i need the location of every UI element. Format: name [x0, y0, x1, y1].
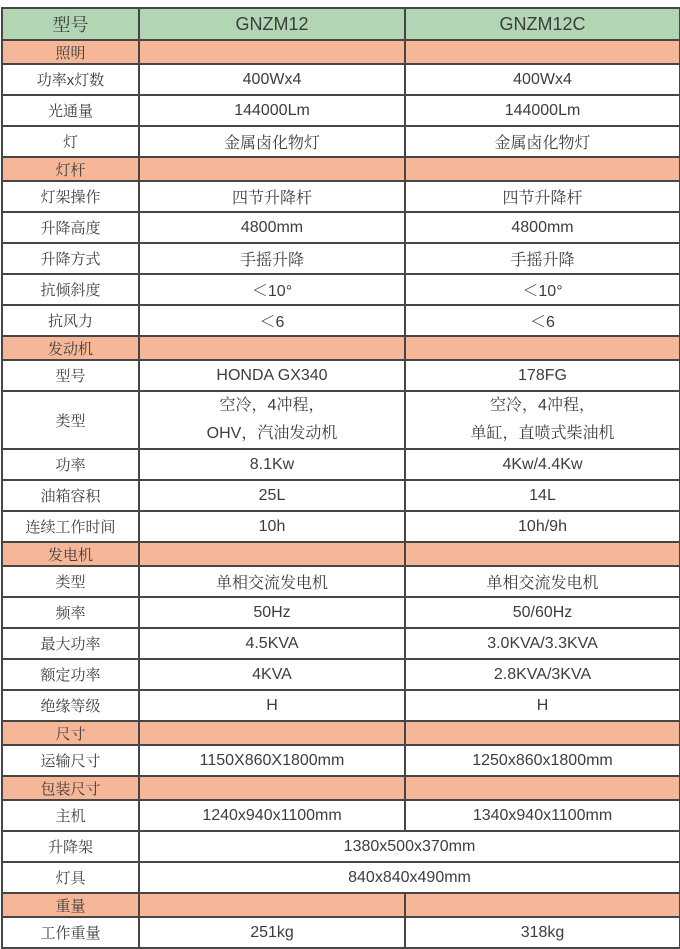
- spec-value: 四节升降杆: [405, 181, 680, 212]
- section-empty-cell: [139, 893, 405, 917]
- table-row: [2, 800, 680, 831]
- spec-value: 318kg: [405, 917, 680, 948]
- table-row: [2, 566, 680, 597]
- row-label: 灯具: [2, 862, 139, 893]
- table-body: [2, 40, 680, 948]
- spec-value: H: [139, 690, 405, 721]
- table-row: [2, 862, 680, 893]
- row-label: 主机: [2, 800, 139, 831]
- table-row: [2, 126, 680, 157]
- spec-value: 四节升降杆: [139, 181, 405, 212]
- spec-value: 4KVA: [139, 659, 405, 690]
- table-row: [2, 480, 680, 511]
- row-label: 额定功率: [2, 659, 139, 690]
- row-label: 最大功率: [2, 628, 139, 659]
- spec-value: 144000Lm: [405, 95, 680, 126]
- section-empty-cell: [139, 721, 405, 745]
- spec-value: [139, 391, 405, 449]
- table-row: [2, 64, 680, 95]
- table-row: [2, 449, 680, 480]
- section-row: [2, 893, 680, 917]
- spec-value-merged: 1380x500x370mm: [139, 831, 680, 862]
- row-label: 连续工作时间: [2, 511, 139, 542]
- table-row: [2, 511, 680, 542]
- table-row: [2, 628, 680, 659]
- table-row: [2, 95, 680, 126]
- spec-value: ＜10°: [139, 274, 405, 305]
- section-empty-cell: [139, 542, 405, 566]
- spec-value: 4.5KVA: [139, 628, 405, 659]
- value-line: 空冷，4冲程，: [219, 397, 325, 414]
- spec-value: 单相交流发电机: [139, 566, 405, 597]
- section-label: 包装尺寸: [2, 776, 139, 800]
- spec-value: 251kg: [139, 917, 405, 948]
- row-label: 光通量: [2, 95, 139, 126]
- section-empty-cell: [405, 336, 680, 360]
- spec-value: 400Wx4: [405, 64, 680, 95]
- spec-value: ＜6: [139, 305, 405, 336]
- row-label: 频率: [2, 597, 139, 628]
- section-empty-cell: [405, 721, 680, 745]
- row-label: 抗风力: [2, 305, 139, 336]
- section-empty-cell: [139, 40, 405, 64]
- row-label: 功率: [2, 449, 139, 480]
- spec-value: H: [405, 690, 680, 721]
- row-label: 功率x灯数: [2, 64, 139, 95]
- spec-value: 金属卤化物灯: [139, 126, 405, 157]
- section-empty-cell: [405, 893, 680, 917]
- spec-value: 14L: [405, 480, 680, 511]
- spec-value: 8.1Kw: [139, 449, 405, 480]
- table-header-row: [2, 8, 680, 40]
- spec-value: 4800mm: [139, 212, 405, 243]
- section-label: 发电机: [2, 542, 139, 566]
- spec-value: 144000Lm: [139, 95, 405, 126]
- section-row: [2, 542, 680, 566]
- table-row: [2, 391, 680, 449]
- section-empty-cell: [405, 157, 680, 181]
- section-row: [2, 336, 680, 360]
- section-label: 尺寸: [2, 721, 139, 745]
- spec-value: 400Wx4: [139, 64, 405, 95]
- section-row: [2, 721, 680, 745]
- section-empty-cell: [139, 776, 405, 800]
- section-row: [2, 157, 680, 181]
- spec-value: 1240x940x1100mm: [139, 800, 405, 831]
- table-row: [2, 831, 680, 862]
- spec-value-merged: 840x840x490mm: [139, 862, 680, 893]
- spec-value: 4800mm: [405, 212, 680, 243]
- row-label: 类型: [2, 391, 139, 449]
- section-label: 照明: [2, 40, 139, 64]
- spec-value: ＜6: [405, 305, 680, 336]
- row-label: 升降高度: [2, 212, 139, 243]
- row-label: 油箱容积: [2, 480, 139, 511]
- table-row: [2, 243, 680, 274]
- spec-value: 单相交流发电机: [405, 566, 680, 597]
- spec-value: 手摇升降: [139, 243, 405, 274]
- section-empty-cell: [405, 542, 680, 566]
- value-line: 单缸，直喷式柴油机: [470, 425, 615, 442]
- section-row: [2, 40, 680, 64]
- table-row: [2, 181, 680, 212]
- spec-value: ＜10°: [405, 274, 680, 305]
- spec-value: 10h: [139, 511, 405, 542]
- table-row: [2, 745, 680, 776]
- table-row: [2, 305, 680, 336]
- row-label: 灯: [2, 126, 139, 157]
- spec-value: 4Kw/4.4Kw: [405, 449, 680, 480]
- spec-value: 金属卤化物灯: [405, 126, 680, 157]
- section-label: 发动机: [2, 336, 139, 360]
- header-model-gnzm12c: GNZM12C: [405, 8, 680, 40]
- header-model-gnzm12: GNZM12: [139, 8, 405, 40]
- spec-value: 1250x860x1800mm: [405, 745, 680, 776]
- row-label: 灯架操作: [2, 181, 139, 212]
- row-label: 型号: [2, 360, 139, 391]
- value-line: OHV，汽油发动机: [206, 425, 338, 442]
- row-label: 抗倾斜度: [2, 274, 139, 305]
- spec-value: 178FG: [405, 360, 680, 391]
- spec-value: 2.8KVA/3KVA: [405, 659, 680, 690]
- section-row: [2, 776, 680, 800]
- section-label: 灯杆: [2, 157, 139, 181]
- table-row: [2, 274, 680, 305]
- spec-value: 10h/9h: [405, 511, 680, 542]
- spec-value: 1340x940x1100mm: [405, 800, 680, 831]
- row-label: 升降架: [2, 831, 139, 862]
- spec-value: 50/60Hz: [405, 597, 680, 628]
- row-label: 类型: [2, 566, 139, 597]
- section-empty-cell: [139, 336, 405, 360]
- spec-value: [405, 391, 680, 449]
- section-empty-cell: [139, 157, 405, 181]
- row-label: 工作重量: [2, 917, 139, 948]
- row-label: 绝缘等级: [2, 690, 139, 721]
- spec-value: 3.0KVA/3.3KVA: [405, 628, 680, 659]
- table-row: [2, 659, 680, 690]
- spec-value: 1150X860X1800mm: [139, 745, 405, 776]
- spec-table: [1, 7, 680, 949]
- section-label: 重量: [2, 893, 139, 917]
- table-row: [2, 690, 680, 721]
- section-empty-cell: [405, 40, 680, 64]
- value-line: 空冷，4冲程，: [490, 397, 595, 414]
- table-row: [2, 360, 680, 391]
- spec-value: 25L: [139, 480, 405, 511]
- table-row: [2, 597, 680, 628]
- row-label: 升降方式: [2, 243, 139, 274]
- table-row: [2, 917, 680, 948]
- row-label: 运输尺寸: [2, 745, 139, 776]
- section-empty-cell: [405, 776, 680, 800]
- spec-value: HONDA GX340: [139, 360, 405, 391]
- spec-value: 50Hz: [139, 597, 405, 628]
- spec-value: 手摇升降: [405, 243, 680, 274]
- header-model-label: 型号: [2, 8, 139, 40]
- table-row: [2, 212, 680, 243]
